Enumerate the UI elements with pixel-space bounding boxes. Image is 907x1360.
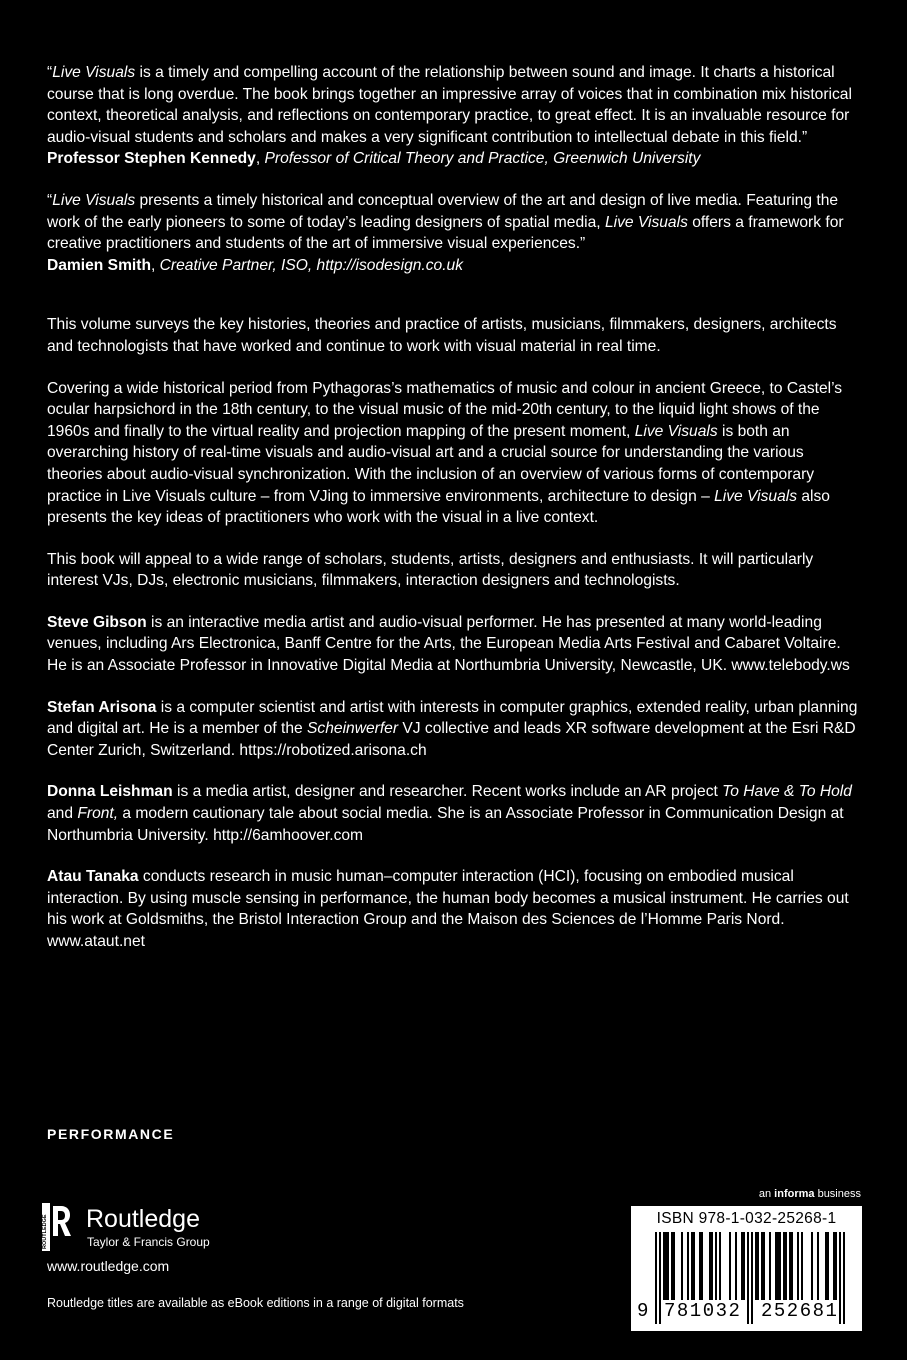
review-quote-1: “Live Visuals is a timely and compelling account of the relationship between sound and image. It charts a historical course that is long overdue. The book brings together an impressive array of voices that in combination mix historical context, theoretical analysis, and reflections on contemporary practice, to great effect. It is an invaluable resource for audio-visual students and scholars and makes a very significant contribution to intellectual debate in this field.” Professor Stephen Kennedy, Professor of Critical Theory and Practice, Greenwich University <box>47 64 852 168</box>
reviewer-affiliation: Creative Partner, ISO, http://isodesign.co.uk <box>159 256 464 274</box>
isbn-barcode <box>631 1206 862 1331</box>
reviewer-affiliation: Professor of Critical Theory and Practice, Greenwich University <box>264 150 701 168</box>
author-name: Atau Tanaka <box>47 868 139 886</box>
barcode-bar <box>665 1232 667 1300</box>
isbn-label: ISBN 978-1-032-25268-1 <box>656 1210 837 1227</box>
barcode-bar <box>743 1232 745 1300</box>
bio-atau-tanaka: Atau Tanaka conducts research in music human–computer interaction (HCI), focusing on embodied musical interaction. By using muscle sensing in performance, the human body becomes a musical instrument. He carries out his work at Goldsmiths, the Bristol Interaction Group and the Maison des Sciences de l’Homme Paris Nord. www.ataut.net <box>47 868 849 950</box>
barcode-bar <box>777 1232 779 1300</box>
barcode-bar <box>785 1232 787 1300</box>
barcode-bar <box>719 1232 721 1300</box>
routledge-logo <box>42 1203 262 1253</box>
bio-steve-gibson: Steve Gibson is an interactive media artist and audio-visual performer. He has presented at many world-leading venues, including Ars Electronica, Banff Centre for the Arts, the European Media Arts Festival and Cabaret Voltaire. He is an Associate Professor in Innovative Digital Media at Northumbria University, Newcastle, UK. www.telebody.ws <box>47 613 850 675</box>
barcode-digit-first: 9 <box>637 1300 649 1322</box>
barcode-bar <box>801 1232 803 1300</box>
barcode-bar <box>699 1232 701 1300</box>
bio-stefan-arisona: Stefan Arisona is a computer scientist and artist with interests in computer graphics, extended reality, urban planning and digital art. He is a member of the Scheinwerfer VJ collective and leads XR software development at the Esri R&D Center Zurich, Switzerland. https://robotized.arisona.ch <box>47 698 858 759</box>
barcode-bar <box>673 1232 675 1300</box>
barcode-bar <box>789 1232 791 1300</box>
barcode-bar <box>843 1232 845 1324</box>
barcode-bar <box>817 1232 819 1300</box>
barcode-bar <box>833 1232 835 1300</box>
barcode-bar <box>691 1232 693 1300</box>
publisher-website: www.routledge.com <box>47 1258 170 1274</box>
barcode-bar <box>825 1232 827 1300</box>
barcode-bar <box>769 1232 771 1300</box>
barcode-bar <box>761 1232 763 1300</box>
bio-donna-leishman: Donna Leishman is a media artist, designer and researcher. Recent works include an AR project To Have & To Hold and Front, a modern cautionary tale about social media. She is an Associate Professor in Communication Design at Northumbria University. http://6amhoover.com <box>47 783 852 844</box>
barcode-bar <box>791 1232 793 1300</box>
reviewer-name: Damien Smith <box>47 256 151 274</box>
barcode-bar <box>755 1232 757 1300</box>
barcode-bar <box>779 1232 781 1300</box>
book-title-italic: Live Visuals <box>604 213 688 231</box>
barcode-bar <box>751 1232 753 1324</box>
barcode-bar <box>757 1232 759 1300</box>
barcode-bar <box>655 1232 657 1324</box>
barcode-bar <box>839 1232 841 1324</box>
barcode-bar <box>835 1232 837 1300</box>
barcode-bar <box>763 1232 765 1300</box>
author-name: Donna Leishman <box>47 783 173 801</box>
barcode-bar <box>797 1232 799 1300</box>
publisher-name: Routledge <box>86 1205 200 1233</box>
barcode-bar <box>729 1232 731 1300</box>
informa-tagline: an informa business <box>758 1188 861 1200</box>
routledge-r-icon <box>42 1203 72 1251</box>
barcode-bar <box>659 1232 661 1324</box>
author-name: Steve Gibson <box>47 613 147 631</box>
barcode-bar <box>741 1232 743 1300</box>
back-cover-text <box>47 62 862 973</box>
barcode-bar <box>827 1232 829 1300</box>
description-paragraph-1: This volume surveys the key histories, theories and practice of artists, musicians, filmmakers, designers, architects and technologists that have worked and continue to work with visual material in real time. <box>47 316 837 355</box>
barcode-bar <box>715 1232 717 1300</box>
publisher-group: Taylor & Francis Group <box>87 1235 210 1249</box>
ebook-note: Routledge titles are available as eBook editions in a range of digital formats <box>47 1296 464 1310</box>
barcode-bar <box>711 1232 713 1300</box>
barcode-bar <box>671 1232 673 1300</box>
barcode-bar <box>687 1232 689 1300</box>
barcode-bar <box>693 1232 695 1300</box>
barcode-bar <box>663 1232 665 1300</box>
logo-side-text: ROUTLEDGE <box>42 1214 48 1249</box>
barcode-bar <box>783 1232 785 1300</box>
review-quote-2: “Live Visuals presents a timely historical and conceptual overview of the art and design of live media. Featuring the work of the early pioneers to some of today’s leading designers of spatial media, Live Visuals offers a framework for creative practitioners and students of the art of immersive visual experiences.” Damien Smith, Creative Partner, ISO, http://isodesign.co.uk <box>47 191 844 274</box>
barcode-bar <box>811 1232 813 1300</box>
barcode-digits-left: 781032 <box>664 1300 742 1322</box>
barcode-bar <box>701 1232 703 1300</box>
barcode-bar <box>681 1232 683 1300</box>
barcode-bar <box>775 1232 777 1300</box>
barcode-bar <box>667 1232 669 1300</box>
author-name: Stefan Arisona <box>47 698 157 716</box>
reviewer-name: Professor Stephen Kennedy <box>47 150 256 168</box>
barcode-digits-right: 252681 <box>761 1300 839 1322</box>
barcode-bar <box>735 1232 737 1300</box>
description-paragraph-3: This book will appeal to a wide range of scholars, students, artists, designers and enthusiasts. It will particularly interest VJs, DJs, electronic musicians, filmmakers, interaction designers and technologists. <box>47 550 814 590</box>
book-title-italic: Live Visuals <box>52 64 136 81</box>
barcode-bar <box>747 1232 749 1324</box>
description-paragraph-2: Covering a wide historical period from Pythagoras’s mathematics of music and colour in ancient Greece, to Castel’s ocular harpsichord in the 18th century, to the visual music of the mid-20th century, to the liquid light shows of the 1960s and finally to the virtual reality and projection mapping of the present moment, Live Visuals is both an overarching history of real-time visuals and audio-visual art and a crucial source for understanding the various theories about audio-visual synchronization. With the inclusion of an overview of various forms of contemporary practice in Live Visuals culture – from VJing to immersive environments, architecture to design – Live Visuals also presents the key ideas of practitioners who work with the visual in a live context. <box>47 379 843 527</box>
book-title-italic: Live Visuals <box>52 191 136 209</box>
barcode-bar <box>709 1232 711 1300</box>
category-label: PERFORMANCE <box>47 1126 175 1142</box>
